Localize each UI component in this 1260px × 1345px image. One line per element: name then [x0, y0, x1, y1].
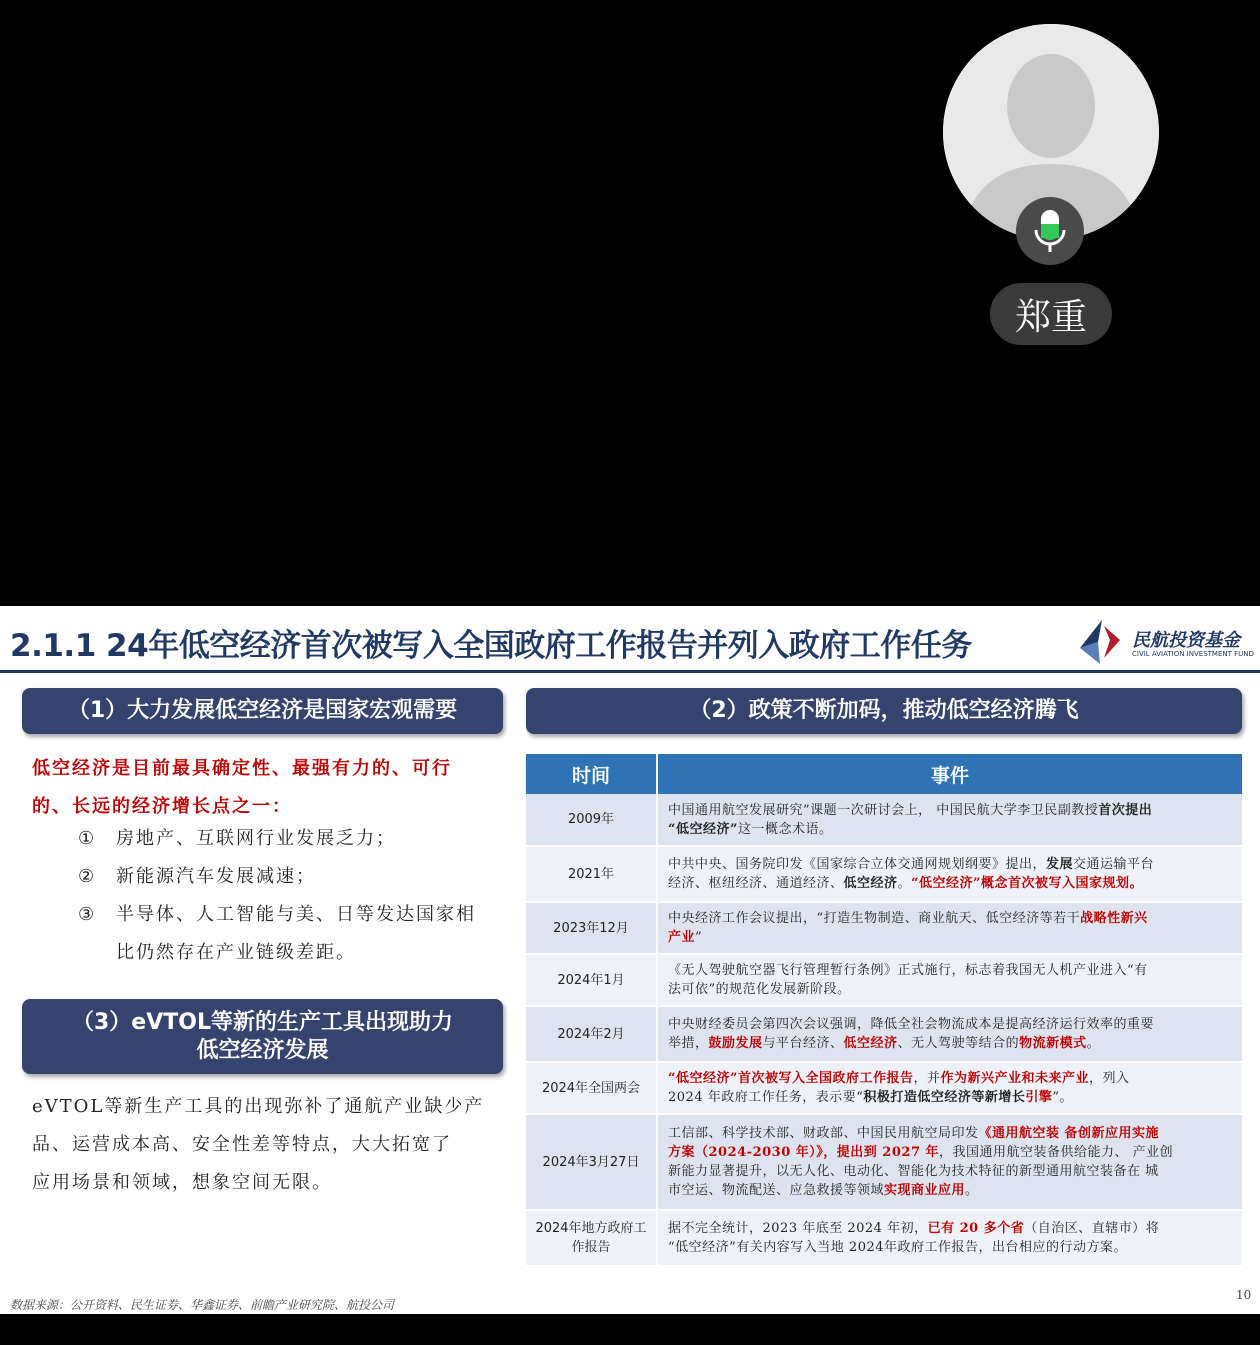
event-text: 方案（2024-2030 年）》，提出到 2027 年 — [668, 1145, 940, 1160]
video-call-area — [0, 0, 1260, 606]
header-event: 事件 — [657, 754, 1242, 794]
list-number: ① — [78, 828, 97, 849]
event-text: “低空经济” — [668, 821, 738, 837]
event-text: ” — [695, 930, 703, 945]
event-text: 产业 — [668, 930, 696, 945]
event-line — [668, 1181, 1230, 1200]
event-text: （自治区、直辖市）将 — [1024, 1221, 1160, 1236]
event-text: 《无人驾驶航空器飞行管理暂行条例》正式施行，标志着我国无人机产业进入“有 — [668, 963, 1148, 978]
list-number: ② — [78, 866, 97, 887]
table-cell-event — [657, 1114, 1242, 1210]
lead-line: 低空经济是目前最具确定性、最强有力的、可行 — [32, 758, 452, 779]
table-cell-event — [657, 846, 1242, 902]
event-text: 与平台经济、 — [762, 1036, 844, 1051]
event-line — [668, 1238, 1230, 1257]
list-text-line: 比仍然存在产业链级差距。 — [116, 942, 356, 963]
list-text: 房地产、互联网行业发展乏力； — [116, 828, 396, 849]
table-cell-time: 2024年1月 — [526, 954, 657, 1006]
policy-timeline-table — [526, 754, 1242, 1267]
event-line — [668, 801, 1230, 820]
event-text: 战略性新兴 — [1080, 911, 1148, 926]
table-row — [526, 902, 1242, 954]
lead-line: 的、长远的经济增长点之一： — [32, 796, 292, 817]
title-divider — [0, 670, 1260, 673]
event-text: 低空经济 — [843, 1036, 898, 1051]
event-text: 、无人驾驶等结合的 — [897, 1036, 1020, 1051]
table-cell-time: 2023年12月 — [526, 902, 657, 954]
event-line — [668, 1219, 1230, 1238]
event-line — [668, 928, 1230, 947]
list-item — [78, 896, 502, 972]
table-cell-time: 2024年2月 — [526, 1006, 657, 1062]
table-body — [526, 794, 1242, 1266]
table-cell-time: 2009年 — [526, 794, 657, 846]
event-line — [668, 1088, 1230, 1107]
table-cell-time: 2021年 — [526, 846, 657, 902]
table-cell-event — [657, 954, 1242, 1006]
event-text: 鼓励发展 — [708, 1036, 763, 1051]
section1-lead — [32, 750, 502, 826]
event-text: 《通用航空装 备创新应用实施 — [978, 1126, 1160, 1141]
table-row — [526, 1062, 1242, 1114]
table-row — [526, 1210, 1242, 1266]
table-row — [526, 794, 1242, 846]
header-time: 时间 — [526, 754, 657, 794]
table-cell-event — [657, 794, 1242, 846]
event-text: 中央财经委员会第四次会议强调，降低全社会物流成本是提高经济运行效率的重要 — [668, 1017, 1155, 1032]
event-text: 工信部、科学技术部、财政部、中国民用航空局印发 — [668, 1126, 979, 1141]
event-line — [668, 1069, 1230, 1088]
list-text: 新能源汽车发展减速； — [116, 866, 316, 887]
event-text: 积极打造低空经济等新增长 — [863, 1090, 1026, 1105]
event-text: 。 — [965, 1183, 979, 1198]
event-text: 这一概念术语。 — [737, 821, 833, 837]
table-cell-time: 2024年3月27日 — [526, 1114, 657, 1210]
page-number: 10 — [1236, 1288, 1252, 1302]
event-text: 2024 年政府工作任务，表示要“ — [668, 1090, 864, 1105]
table-row — [526, 1114, 1242, 1210]
section1-heading: （1）大力发展低空经济是国家宏观需要 — [22, 688, 503, 734]
event-text: 已有 20 多个省 — [927, 1221, 1025, 1236]
event-text: “低空经济”概念首次被写入国家规划。 — [911, 876, 1144, 891]
logo-emblem-icon — [1074, 618, 1124, 666]
slide-title: 2.1.1 24年低空经济首次被写入全国政府工作报告并列入政府工作任务 — [10, 628, 972, 664]
event-text: ，我国通用航空装备供给能力、 产业创 — [939, 1145, 1174, 1160]
event-text: “低空经济”首次被写入全国政府工作报告 — [668, 1071, 914, 1086]
table-header-row — [526, 754, 1242, 794]
participant-name-label: 郑重 — [990, 283, 1112, 345]
section3-paragraph — [32, 1088, 502, 1202]
para-line: eVTOL等新生产工具的出现弥补了通航产业缺少产 — [32, 1096, 485, 1117]
table-cell-event — [657, 1210, 1242, 1266]
event-text: 中国通用航空发展研究”课题一次研讨会上， 中国民航大学李卫民副教授 — [668, 802, 1099, 818]
event-line — [668, 1124, 1230, 1143]
bottom-bar — [0, 1314, 1260, 1345]
table-cell-time: 2024年地方政府工作报告 — [526, 1210, 657, 1266]
event-text: 实现商业应用 — [884, 1183, 966, 1198]
event-line — [668, 1015, 1230, 1034]
event-line — [668, 1162, 1230, 1181]
event-text: 中共中央、国务院印发《国家综合立体交通网规划纲要》提出， — [668, 857, 1047, 872]
section2-heading: （2）政策不断加码，推动低空经济腾飞 — [526, 688, 1242, 734]
event-line — [668, 961, 1230, 980]
table-cell-event — [657, 1006, 1242, 1062]
list-text — [116, 896, 476, 972]
event-text: 。 — [1086, 1036, 1101, 1051]
event-text: 市空运、物流配送、应急救援等领域 — [668, 1183, 885, 1198]
event-text: 作为新兴产业和未来产业 — [940, 1071, 1089, 1086]
para-line: 应用场景和领域，想象空间无限。 — [32, 1172, 332, 1193]
table-cell-time: 2024年全国两会 — [526, 1062, 657, 1114]
event-text: ”。 — [1052, 1090, 1074, 1105]
event-text: 中央经济工作会议提出，“打造生物制造、商业航天、低空经济等若干 — [668, 911, 1081, 926]
event-text: ，列入 — [1089, 1071, 1130, 1086]
event-line — [668, 980, 1230, 999]
event-text: 低空经济 — [843, 876, 898, 891]
table-row — [526, 954, 1242, 1006]
event-line — [668, 874, 1230, 893]
event-line — [668, 909, 1230, 928]
table-cell-event — [657, 902, 1242, 954]
microphone-status[interactable] — [1016, 197, 1084, 265]
event-text: 物流新模式 — [1019, 1036, 1087, 1051]
list-number: ③ — [78, 904, 97, 925]
event-text: 举措， — [668, 1036, 709, 1051]
para-line: 品、运营成本高、安全性差等特点，大大拓宽了 — [32, 1134, 452, 1155]
event-text: 首次提出 — [1098, 802, 1153, 818]
table-row — [526, 1006, 1242, 1062]
table-row — [526, 846, 1242, 902]
list-item — [78, 820, 502, 858]
event-line — [668, 820, 1230, 839]
event-text: 新能力显著提升，以无人化、电动化、智能化为技术特征的新型通用航空装备在 城 — [668, 1164, 1159, 1179]
event-text: “低空经济”有关内容写入当地 2024年政府工作报告，出台相应的行动方案。 — [668, 1240, 1128, 1255]
section3-heading-line: （3）eVTOL等新的生产工具出现助力 — [72, 1009, 453, 1035]
event-text: 发展 — [1046, 857, 1074, 872]
event-text: 法可依”的规范化发展新阶段。 — [668, 982, 851, 997]
event-line — [668, 855, 1230, 874]
event-text: ，并 — [913, 1071, 941, 1086]
event-text: 交通运输平台 — [1073, 857, 1155, 872]
table-cell-event — [657, 1062, 1242, 1114]
list-item — [78, 858, 502, 896]
event-line — [668, 1143, 1230, 1162]
company-logo — [1074, 618, 1254, 666]
section3-heading-line: 低空经济发展 — [196, 1037, 329, 1063]
microphone-icon — [1032, 208, 1068, 254]
event-text: 引擎 — [1025, 1090, 1053, 1105]
event-line — [668, 1034, 1230, 1053]
event-text: 。 — [897, 876, 912, 891]
shared-slide — [0, 606, 1260, 1314]
logo-text-en: CIVIL AVIATION INVESTMENT FUND — [1132, 650, 1254, 658]
section3-heading — [22, 999, 503, 1074]
logo-text-cn: 民航投资基金 — [1132, 630, 1240, 651]
section1-list — [78, 820, 502, 972]
list-text-line: 半导体、人工智能与美、日等发达国家相 — [116, 904, 476, 925]
event-text: 经济、枢纽经济、通道经济、 — [668, 876, 844, 891]
event-text: 据不完全统计，2023 年底至 2024 年初， — [668, 1221, 928, 1236]
data-source-note: 数据来源：公开资料、民生证券、华鑫证券、前瞻产业研究院、航投公司 — [10, 1298, 395, 1312]
